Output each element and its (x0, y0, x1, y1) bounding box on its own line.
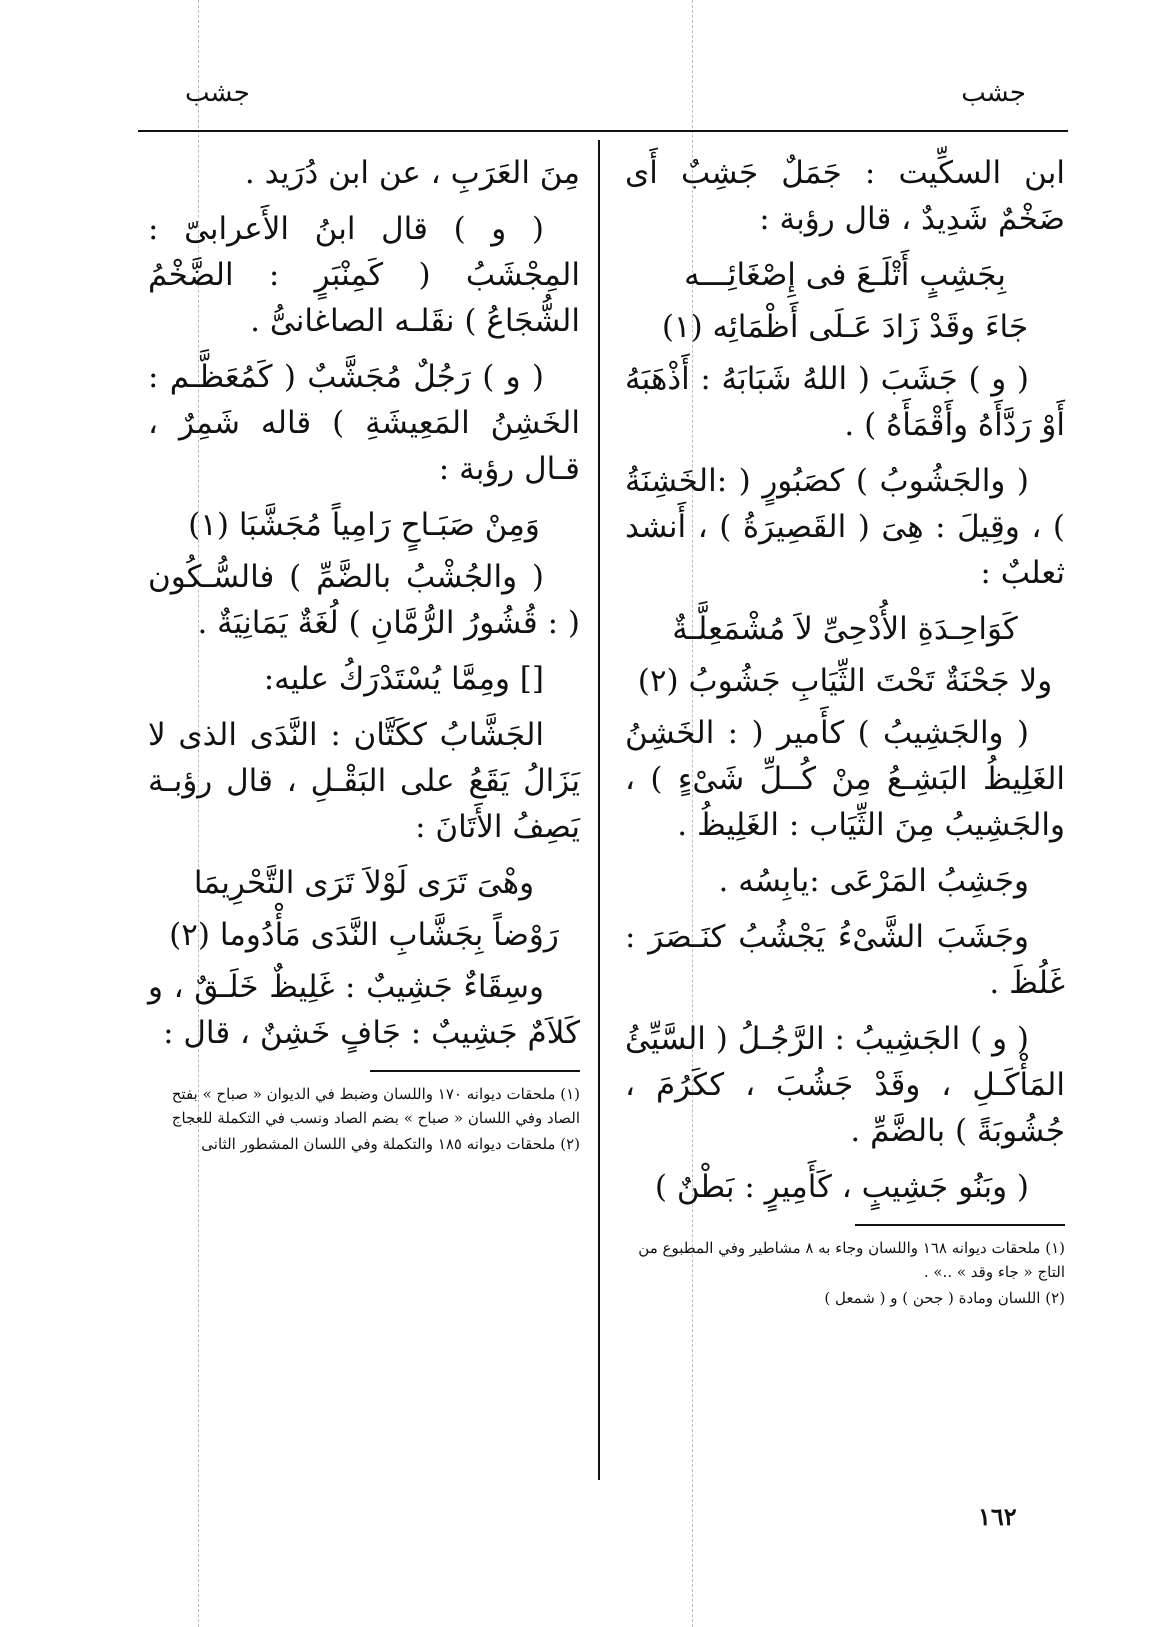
entry-paragraph: ( والجُشْبُ بالضَّمِّ ) فالسُّـكُون ( : قُشُورُ الرُّمَّانِ ) لُغَةٌ يَمَانِيَةٌ . (148, 559, 580, 641)
entry-paragraph: ( و ) جَشَبَ ( اللهُ شَبَابَهُ : أَذْهَبَهُ أَوْ رَدَّأَهُ وأَقْمَأَهُ ) . (625, 361, 1065, 443)
entry-paragraph: وجَشَبَ الشَّىْءُ يَجْشُبُ كنَـصَرَ : غَلُظَ . (625, 919, 1065, 1001)
entry-paragraph: ( و ) الجَشِيبُ : الرَّجُـلُ ( السَّيِّئُ المَأْكَـلِ ، وقَدْ جَشُبَ ، ككَرُمَ ، جُشُوبَةً ) بالضَّمِّ . (625, 1021, 1065, 1149)
entry-paragraph: وجَشِبُ المَرْعَى :يابِسُه . (718, 863, 1029, 899)
running-head-right: جشب (961, 78, 1026, 108)
entry-paragraph: ( و ) رَجُلٌ مُجَشَّبٌ ( كَمُعَظَّـم : الخَشِنُ المَعِيشَةِ ) قاله شَمِرٌ ، قـال رؤبة : (148, 359, 580, 487)
entry-paragraph: ( وبَنُو جَشِيبٍ ، كَأَمِيرٍ : بَطْنٌ ) (654, 1169, 1029, 1205)
footnote-rule (855, 1224, 1065, 1226)
verse-line: ولا جَحْنَةٌ تَحْتَ الثِّيَابِ جَشُوبُ (٢) (637, 663, 1053, 699)
entry-paragraph: [] ومِمَّا يُسْتَدْرَكُ عليه: (263, 661, 544, 697)
left-column-footnotes (148, 1082, 580, 1156)
entry-paragraph: وسِقَاءٌ جَشِيبٌ : غَلِيظٌ خَلَـقٌ ، و كَلاَمٌ جَشِيبٌ : جَافٍ خَشِنٌ ، قال : (148, 969, 580, 1051)
header-rule (138, 130, 1068, 132)
entry-paragraph: مِنَ العَرَبِ ، عن ابن دُرَيد . (244, 155, 580, 191)
running-head-left: جشب (185, 78, 250, 108)
right-column (625, 150, 1065, 1312)
footnote: (٢) ملحقات ديوانه ١٨٥ والتكملة وفي اللسان المشطور الثانى (201, 1135, 580, 1153)
verse-line: بِجَشِبٍ أَتْلَـعَ فى إِصْغَائِـــه (684, 257, 1006, 293)
verse-line: رَوْضاً بِجَشَّابِ النَّدَى مَأْدُوما (٢) (169, 917, 559, 953)
entry-paragraph: ( والجَشِيبُ ) كأَمير ( : الخَشِنُ الغَلِيظُ البَشِـعُ مِنْ كُــلِّ شَىْءٍ ) ، والجَشِيبُ مِنَ الثِّيَاب : الغَلِيظُ . (625, 715, 1065, 843)
column-divider (598, 140, 600, 1480)
left-column (148, 150, 580, 1158)
entry-paragraph: الجَشَّابُ ككَتَّان : النَّدَى الذى لا يَزَالُ يَقَعُ على البَقْـلِ ، قال رؤبـة يَصِفُ الأَتَانَ : (148, 717, 580, 845)
entry-paragraph: ( و ) قال ابنُ الأَعرابىّ : المِجْشَبُ ( كَمِنْبَرٍ : الضَّخْمُ الشُّجَاعُ ) نقَلـه الصاغانىُّ . (148, 211, 580, 339)
left-column-text (148, 150, 580, 1056)
verse-line: جَاءَ وقَدْ زَادَ عَـلَى أَظْمَائِه (١) (661, 309, 1029, 345)
right-column-text (625, 150, 1065, 1210)
footnote: (١) ملحقات ديوانه ١٦٨ واللسان وجاء به ٨ مشاطير وفي المطبوع من التاج « جاء وقد » ..» . (638, 1239, 1065, 1281)
verse-line: كَوَاحِـدَةِ الأُدْحِىِّ لاَ مُشْمَعِلَّـةٌ (672, 611, 1018, 647)
verse-line: وهْىَ تَرَى لَوْلاَ تَرَى التَّحْرِيمَا (193, 865, 535, 901)
verse-line: وَمِنْ صَبَـاحٍ رَامِياً مُجَشَّبَا (١) (188, 507, 540, 543)
footnote: (٢) اللسان ومادة ( جحن ) و ( شمعل ) (824, 1289, 1065, 1307)
footnote-rule (370, 1070, 580, 1072)
footnote: (١) ملحقات ديوانه ١٧٠ واللسان وضبط في الديوان « صباح » بفتح الصاد وفي اللسان « صباح » بضم الصاد ونسب في التكملة للعجاج (171, 1085, 580, 1127)
entry-paragraph: ( والجَشُوبُ ) كصَبُورٍ ( :الخَشِنَةُ ) ، وقِيلَ : هِىَ ( القَصِيرَةُ ) ، أَنشد ثعلبٌ : (625, 463, 1065, 591)
page-number: ١٦٢ (978, 1502, 1017, 1531)
right-column-footnotes (625, 1236, 1065, 1310)
entry-paragraph: ابن السكِّيت : جَمَلٌ جَشِبٌ أَى ضَخْمٌ شَدِيدٌ ، قال رؤبة : (625, 155, 1065, 237)
